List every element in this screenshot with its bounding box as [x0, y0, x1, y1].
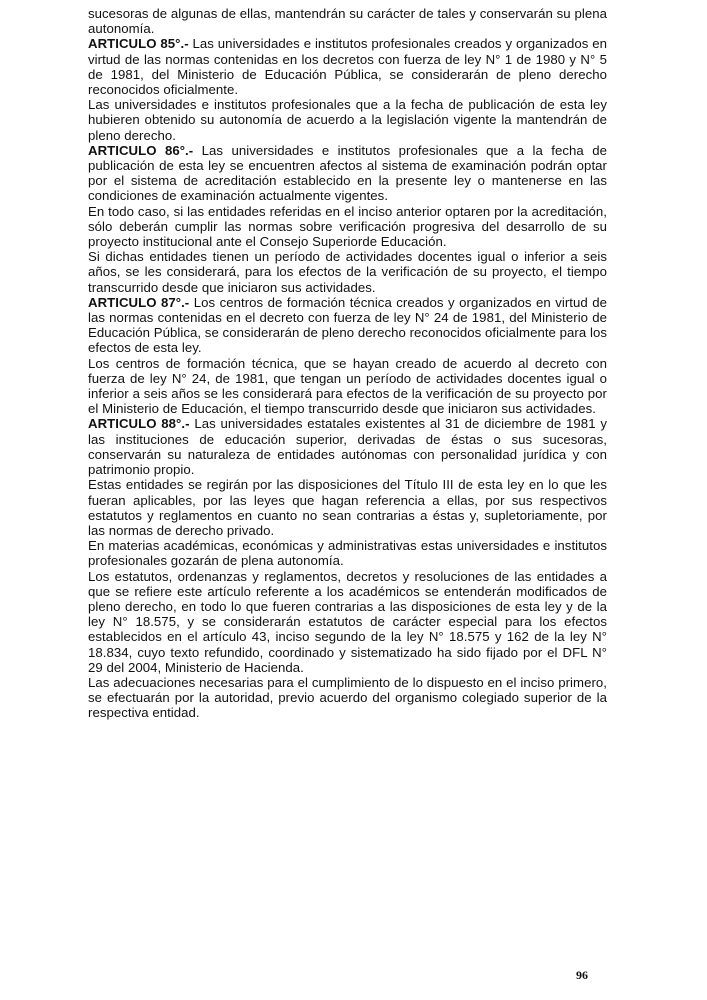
paragraph: [88, 204, 607, 250]
paragraph-text: Estas entidades se regirán por las disposiciones del Título III de esta ley en lo que les fueran aplicables, por las leyes que hagan referencia a ellas, por sus respectivos estatutos y reglamentos en cuanto no sean contrarias a éstas y, supletoriamente, por las normas de derecho privado.: [88, 477, 607, 538]
paragraph: [88, 97, 607, 143]
paragraph: [88, 356, 607, 417]
paragraph-articulo-87: [88, 295, 607, 356]
paragraph-text: En materias académicas, económicas y administrativas estas universidades e institutos profesionales gozarán de plena autonomía.: [88, 538, 607, 569]
paragraph-text: Los centros de formación técnica, que se hayan creado de acuerdo al decreto con fuerza de ley N° 24, de 1981, que tengan un período de actividades docentes igual o inferior a seis años se les considerará para efectos de la verificación de su proyecto por el Ministerio de Educación, el tiempo transcurrido desde que iniciaron sus actividades.: [88, 355, 607, 417]
paragraph-text: Los estatutos, ordenanzas y reglamentos, decretos y resoluciones de las entidades a que se refiere este artículo referente a los académicos se entenderán modificados de pleno derecho, en todo lo que fueren contrarias a las disposiciones de esta ley y de la ley N° 18.575, y se considerarán estatutos de carácter especial para los efectos establecidos en el artículo 43, inciso segundo de la ley N° 18.575 y 162 de la ley N° 18.834, cuyo texto refundido, coordinado y sistematizado ha sido fijado por el DFL N° 29 del 2004, Ministerio de Hacienda.: [88, 568, 607, 675]
paragraph-text: Las adecuaciones necesarias para el cumplimiento de lo dispuesto en el inciso primero, se efectuarán por la autoridad, previo acuerdo del organismo colegiado superior de la respectiva entidad.: [88, 674, 607, 721]
paragraph-text: sucesoras de algunas de ellas, mantendrán su carácter de tales y conservarán su plena autonomía.: [88, 6, 607, 37]
document-body: [88, 6, 607, 721]
paragraph: [88, 477, 607, 538]
page-number: 96: [576, 968, 588, 982]
paragraph-articulo-86: [88, 143, 607, 204]
article-heading: ARTICULO 85°.-: [88, 36, 189, 52]
paragraph-articulo-85: [88, 36, 607, 97]
paragraph: [88, 249, 607, 295]
paragraph-continuation: [88, 6, 607, 36]
paragraph-text: Las universidades e institutos profesionales que a la fecha de publicación de esta ley se encuentren afectos al sistema de examinación podrán optar por el sistema de acreditación establecido en la presente ley o mantenerse en las condiciones de examinación actualmente vigentes.: [88, 142, 607, 204]
article-heading: ARTICULO 88°.-: [88, 416, 190, 432]
paragraph-text: Las universidades e institutos profesionales que a la fecha de publicación de esta ley hubieren obtenido su autonomía de acuerdo a la legislación vigente la mantendrán de pleno derecho.: [88, 97, 607, 143]
paragraph: [88, 538, 607, 568]
paragraph-articulo-88: [88, 416, 607, 477]
paragraph-text: En todo caso, si las entidades referidas en el inciso anterior optaren por la acreditación, sólo deberán cumplir las normas sobre verificación progresiva del desarrollo de su proyecto institucional ante el Consejo Superiorde Educación.: [88, 203, 607, 250]
paragraph-text: Las universidades e institutos profesionales creados y organizados en virtud de las normas contenidas en los decretos con fuerza de ley N° 1 de 1980 y N° 5 de 1981, del Ministerio de Educación Pública, se considerarán de pleno derecho reconocidos oficialmente.: [88, 36, 607, 98]
paragraph-text: Las universidades estatales existentes al 31 de diciembre de 1981 y las instituciones de educación superior, derivadas de éstas o sus sucesoras, conservarán su naturaleza de entidades autónomas con personalidad jurídica y con patrimonio propio.: [88, 416, 607, 478]
paragraph: [88, 569, 607, 675]
paragraph-text: Los centros de formación técnica creados y organizados en virtud de las normas contenidas en el decreto con fuerza de ley N° 24 de 1981, del Ministerio de Educación Pública, se considerarán de pleno derecho reconocidos oficialmente para los efectos de esta ley.: [88, 294, 607, 356]
paragraph-text: Si dichas entidades tienen un período de actividades docentes igual o inferior a seis años, se les considerará, para los efectos de la verificación de su proyecto, el tiempo transcurrido desde que iniciaron sus actividades.: [88, 249, 607, 295]
article-heading: ARTICULO 86°.-: [88, 142, 194, 158]
article-heading: ARTICULO 87°.-: [88, 294, 190, 310]
paragraph: [88, 675, 607, 721]
